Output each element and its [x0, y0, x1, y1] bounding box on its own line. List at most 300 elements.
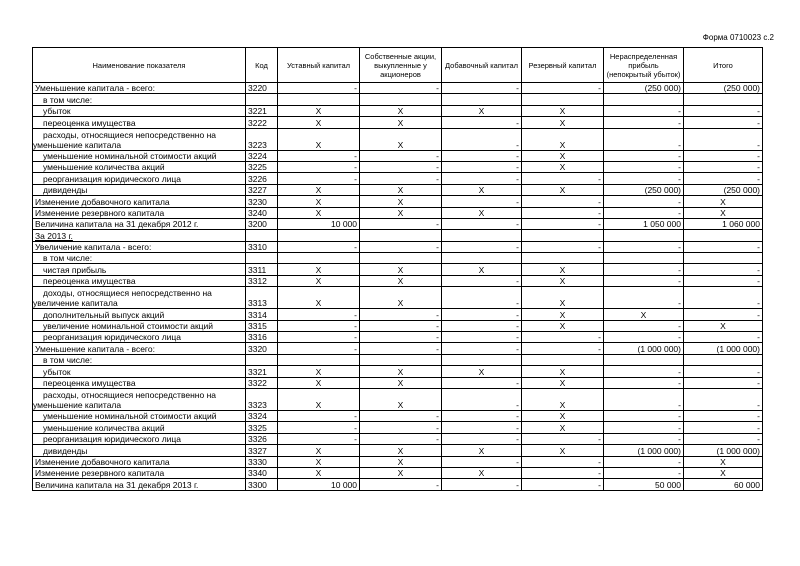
table-row	[33, 207, 763, 218]
table-row	[33, 354, 763, 365]
value-cell: -	[442, 128, 522, 150]
row-name: уменьшение количества акций	[33, 161, 246, 172]
table-row	[33, 218, 763, 229]
value-cell: X	[360, 105, 442, 116]
value-cell: -	[278, 320, 360, 331]
table-row	[33, 343, 763, 354]
value-cell: X	[278, 117, 360, 128]
table-row	[33, 479, 763, 490]
row-name: Изменение добавочного капитала	[33, 196, 246, 207]
table-row	[33, 309, 763, 320]
row-name: реорганизация юридического лица	[33, 173, 246, 184]
value-cell: -	[442, 479, 522, 490]
value-cell: -	[278, 410, 360, 421]
value-cell: X	[278, 388, 360, 410]
value-cell: X	[522, 422, 604, 433]
value-cell: X	[360, 456, 442, 467]
empty-cell	[684, 230, 763, 241]
value-cell: -	[604, 161, 684, 172]
value-cell: (1 000 000)	[604, 343, 684, 354]
value-cell: -	[360, 218, 442, 229]
row-name: увеличение номинальной стоимости акций	[33, 320, 246, 331]
row-code: 3222	[246, 117, 278, 128]
value-cell: X	[360, 287, 442, 309]
value-cell: -	[442, 173, 522, 184]
value-cell: 50 000	[604, 479, 684, 490]
value-cell: X	[442, 105, 522, 116]
row-name: уменьшение количества акций	[33, 422, 246, 433]
table-row	[33, 264, 763, 275]
row-code: 3240	[246, 207, 278, 218]
value-cell: X	[278, 445, 360, 456]
header-name: Наименование показателя	[33, 48, 246, 83]
value-cell: -	[604, 388, 684, 410]
value-cell: -	[360, 173, 442, 184]
row-code: 3327	[246, 445, 278, 456]
value-cell: -	[604, 456, 684, 467]
row-name: дивиденды	[33, 184, 246, 195]
value-cell: -	[604, 128, 684, 150]
row-code: 3312	[246, 275, 278, 286]
table-row	[33, 196, 763, 207]
value-cell	[360, 94, 442, 105]
row-code: 3225	[246, 161, 278, 172]
value-cell: -	[684, 117, 763, 128]
value-cell: X	[360, 377, 442, 388]
value-cell: -	[442, 332, 522, 343]
value-cell: X	[522, 161, 604, 172]
value-cell: X	[522, 117, 604, 128]
row-code	[246, 354, 278, 365]
value-cell: X	[278, 467, 360, 478]
value-cell: -	[684, 433, 763, 444]
value-cell: X	[442, 467, 522, 478]
row-code: 3223	[246, 128, 278, 150]
value-cell: X	[278, 366, 360, 377]
value-cell: (250 000)	[684, 184, 763, 195]
value-cell: -	[360, 479, 442, 490]
value-cell: -	[684, 309, 763, 320]
row-code: 3230	[246, 196, 278, 207]
value-cell: -	[360, 343, 442, 354]
value-cell	[360, 354, 442, 365]
table-row	[33, 445, 763, 456]
value-cell: -	[604, 433, 684, 444]
value-cell: -	[442, 241, 522, 252]
value-cell: -	[522, 467, 604, 478]
value-cell: X	[442, 445, 522, 456]
value-cell: -	[604, 173, 684, 184]
value-cell: 1 050 000	[604, 218, 684, 229]
value-cell: -	[522, 173, 604, 184]
table-row	[33, 410, 763, 421]
value-cell: X	[360, 117, 442, 128]
value-cell: -	[604, 410, 684, 421]
value-cell: (250 000)	[604, 83, 684, 94]
value-cell: -	[684, 128, 763, 150]
value-cell: X	[522, 275, 604, 286]
value-cell: X	[522, 320, 604, 331]
row-code: 3325	[246, 422, 278, 433]
row-name: Величина капитала на 31 декабря 2012 г.	[33, 218, 246, 229]
row-code: 3324	[246, 410, 278, 421]
value-cell: -	[278, 241, 360, 252]
value-cell: -	[604, 467, 684, 478]
value-cell: -	[604, 196, 684, 207]
row-code: 3315	[246, 320, 278, 331]
value-cell: -	[442, 377, 522, 388]
header-additional-capital: Добавочный капитал	[442, 48, 522, 83]
row-code	[246, 253, 278, 264]
header-charter-capital: Уставный капитал	[278, 48, 360, 83]
value-cell: -	[278, 343, 360, 354]
value-cell: -	[278, 309, 360, 320]
row-code: 3221	[246, 105, 278, 116]
value-cell	[604, 253, 684, 264]
value-cell: -	[360, 241, 442, 252]
row-name: переоценка имущества	[33, 117, 246, 128]
value-cell: -	[604, 150, 684, 161]
value-cell: -	[442, 456, 522, 467]
value-cell: -	[604, 287, 684, 309]
value-cell: -	[522, 479, 604, 490]
value-cell: X	[278, 287, 360, 309]
row-name: реорганизация юридического лица	[33, 433, 246, 444]
value-cell: -	[442, 218, 522, 229]
table-row	[33, 150, 763, 161]
value-cell: -	[442, 309, 522, 320]
value-cell	[522, 354, 604, 365]
value-cell	[684, 354, 763, 365]
row-code	[246, 94, 278, 105]
row-name: расходы, относящиеся непосредственно на уменьшение капитала	[33, 128, 246, 150]
row-name: Уменьшение капитала - всего:	[33, 343, 246, 354]
value-cell: -	[604, 264, 684, 275]
row-name: Изменение резервного капитала	[33, 207, 246, 218]
header-treasury-shares: Собственные акции, выкупленные у акционеров	[360, 48, 442, 83]
row-name: Уменьшение капитала - всего:	[33, 83, 246, 94]
row-name: доходы, относящиеся непосредственно на увеличение капитала	[33, 287, 246, 309]
value-cell: -	[278, 150, 360, 161]
row-code: 3200	[246, 218, 278, 229]
value-cell: -	[442, 287, 522, 309]
value-cell: X	[278, 456, 360, 467]
table-row	[33, 253, 763, 264]
value-cell: -	[442, 117, 522, 128]
section-cell	[33, 230, 246, 241]
row-name: переоценка имущества	[33, 377, 246, 388]
value-cell: X	[442, 264, 522, 275]
value-cell: -	[604, 117, 684, 128]
row-name: Изменение резервного капитала	[33, 467, 246, 478]
value-cell: 1 060 000	[684, 218, 763, 229]
value-cell	[604, 354, 684, 365]
value-cell: -	[522, 456, 604, 467]
row-code: 3314	[246, 309, 278, 320]
value-cell: -	[604, 366, 684, 377]
row-code: 3226	[246, 173, 278, 184]
header-row	[33, 48, 763, 83]
table-row	[33, 320, 763, 331]
empty-cell	[522, 230, 604, 241]
row-name: расходы, относящиеся непосредственно на уменьшение капитала	[33, 388, 246, 410]
empty-cell	[442, 230, 522, 241]
table-row	[33, 128, 763, 150]
value-cell: X	[360, 207, 442, 218]
value-cell: -	[684, 410, 763, 421]
value-cell: X	[684, 207, 763, 218]
value-cell: -	[360, 161, 442, 172]
value-cell: -	[684, 287, 763, 309]
value-cell: -	[684, 332, 763, 343]
value-cell	[360, 253, 442, 264]
empty-cell	[360, 230, 442, 241]
capital-changes-table	[32, 47, 763, 491]
value-cell: X	[278, 207, 360, 218]
value-cell: -	[522, 218, 604, 229]
value-cell: -	[604, 320, 684, 331]
value-cell: (1 000 000)	[604, 445, 684, 456]
value-cell	[522, 253, 604, 264]
row-code: 3321	[246, 366, 278, 377]
value-cell: -	[684, 161, 763, 172]
value-cell: -	[684, 377, 763, 388]
value-cell: -	[360, 422, 442, 433]
row-name: дополнительный выпуск акций	[33, 309, 246, 320]
value-cell: X	[360, 196, 442, 207]
value-cell	[278, 94, 360, 105]
value-cell: -	[278, 161, 360, 172]
value-cell: -	[442, 343, 522, 354]
value-cell: X	[360, 128, 442, 150]
value-cell: -	[604, 332, 684, 343]
row-code: 3322	[246, 377, 278, 388]
value-cell: (1 000 000)	[684, 343, 763, 354]
value-cell: -	[442, 410, 522, 421]
value-cell: -	[442, 388, 522, 410]
value-cell: -	[604, 207, 684, 218]
value-cell: -	[522, 332, 604, 343]
value-cell: X	[522, 410, 604, 421]
row-name: переоценка имущества	[33, 275, 246, 286]
value-cell: -	[604, 422, 684, 433]
row-name: дивиденды	[33, 445, 246, 456]
value-cell: -	[360, 320, 442, 331]
value-cell: X	[360, 264, 442, 275]
row-code: 3313	[246, 287, 278, 309]
row-code: 3227	[246, 184, 278, 195]
value-cell: X	[360, 467, 442, 478]
value-cell: -	[442, 422, 522, 433]
value-cell: -	[442, 161, 522, 172]
value-cell	[604, 94, 684, 105]
row-code: 3220	[246, 83, 278, 94]
value-cell: X	[278, 105, 360, 116]
table-row	[33, 422, 763, 433]
table-row	[33, 105, 763, 116]
row-code: 3300	[246, 479, 278, 490]
value-cell: -	[604, 377, 684, 388]
value-cell: 10 000	[278, 479, 360, 490]
row-name: Увеличение капитала - всего:	[33, 241, 246, 252]
value-cell	[278, 253, 360, 264]
value-cell: X	[360, 366, 442, 377]
value-cell: -	[684, 275, 763, 286]
value-cell: -	[278, 173, 360, 184]
row-code: 3323	[246, 388, 278, 410]
table-row	[33, 241, 763, 252]
value-cell: -	[278, 433, 360, 444]
table-row	[33, 433, 763, 444]
value-cell: X	[522, 445, 604, 456]
section-title: За 2013 г.	[35, 230, 73, 241]
empty-cell	[604, 230, 684, 241]
row-name: в том числе:	[33, 94, 246, 105]
row-name: в том числе:	[33, 253, 246, 264]
value-cell: -	[360, 83, 442, 94]
value-cell: X	[278, 128, 360, 150]
value-cell: -	[684, 105, 763, 116]
value-cell: -	[684, 366, 763, 377]
value-cell: X	[522, 366, 604, 377]
value-cell: X	[360, 445, 442, 456]
row-name: убыток	[33, 366, 246, 377]
value-cell: -	[360, 150, 442, 161]
value-cell	[684, 94, 763, 105]
row-name: реорганизация юридического лица	[33, 332, 246, 343]
row-code: 3320	[246, 343, 278, 354]
value-cell: -	[442, 83, 522, 94]
value-cell	[442, 253, 522, 264]
form-number: Форма 0710023 с.2	[702, 33, 774, 42]
value-cell: X	[522, 264, 604, 275]
value-cell	[442, 94, 522, 105]
value-cell: -	[360, 410, 442, 421]
value-cell: X	[442, 207, 522, 218]
table-row	[33, 83, 763, 94]
value-cell: -	[684, 388, 763, 410]
value-cell: -	[442, 320, 522, 331]
value-cell: -	[278, 83, 360, 94]
row-code: 3311	[246, 264, 278, 275]
row-code: 3316	[246, 332, 278, 343]
table-row	[33, 332, 763, 343]
value-cell: X	[522, 388, 604, 410]
value-cell: X	[442, 366, 522, 377]
value-cell: -	[278, 332, 360, 343]
value-cell: -	[442, 433, 522, 444]
value-cell: -	[684, 173, 763, 184]
value-cell: -	[442, 275, 522, 286]
value-cell: X	[360, 275, 442, 286]
value-cell: -	[360, 332, 442, 343]
value-cell: -	[522, 433, 604, 444]
header-retained-earnings: Нераспределенная прибыль (непокрытый убыток)	[604, 48, 684, 83]
value-cell: (1 000 000)	[684, 445, 763, 456]
header-total: Итого	[684, 48, 763, 83]
value-cell: (250 000)	[604, 184, 684, 195]
value-cell: -	[684, 422, 763, 433]
row-name: Величина капитала на 31 декабря 2013 г.	[33, 479, 246, 490]
table-row	[33, 117, 763, 128]
row-code: 3326	[246, 433, 278, 444]
value-cell: -	[278, 422, 360, 433]
value-cell: -	[522, 241, 604, 252]
value-cell: (250 000)	[684, 83, 763, 94]
table-row	[33, 287, 763, 309]
table-row	[33, 456, 763, 467]
table-row	[33, 275, 763, 286]
value-cell	[684, 253, 763, 264]
value-cell: X	[684, 196, 763, 207]
header-reserve-capital: Резервный капитал	[522, 48, 604, 83]
value-cell	[522, 94, 604, 105]
value-cell: -	[604, 105, 684, 116]
table-body	[33, 83, 763, 491]
row-code: 3310	[246, 241, 278, 252]
value-cell: X	[278, 275, 360, 286]
row-code: 3330	[246, 456, 278, 467]
header-code: Код	[246, 48, 278, 83]
value-cell: -	[684, 150, 763, 161]
value-cell: X	[278, 184, 360, 195]
table-row	[33, 388, 763, 410]
row-name: убыток	[33, 105, 246, 116]
table-row	[33, 366, 763, 377]
value-cell: -	[604, 241, 684, 252]
value-cell: X	[442, 184, 522, 195]
table-row	[33, 184, 763, 195]
value-cell: X	[278, 377, 360, 388]
value-cell: X	[604, 309, 684, 320]
table-row	[33, 230, 763, 241]
value-cell: -	[522, 207, 604, 218]
value-cell: -	[360, 309, 442, 320]
row-name: уменьшение номинальной стоимости акций	[33, 150, 246, 161]
table-row	[33, 377, 763, 388]
table-row	[33, 161, 763, 172]
value-cell: 60 000	[684, 479, 763, 490]
value-cell: X	[360, 184, 442, 195]
value-cell: X	[684, 456, 763, 467]
value-cell: -	[442, 196, 522, 207]
value-cell: X	[522, 309, 604, 320]
row-name: чистая прибыль	[33, 264, 246, 275]
row-code: 3224	[246, 150, 278, 161]
value-cell: X	[522, 184, 604, 195]
value-cell: -	[522, 343, 604, 354]
value-cell: X	[522, 150, 604, 161]
value-cell: X	[522, 105, 604, 116]
empty-cell	[246, 230, 278, 241]
value-cell: X	[278, 264, 360, 275]
row-name: Изменение добавочного капитала	[33, 456, 246, 467]
value-cell: X	[684, 467, 763, 478]
table-row	[33, 94, 763, 105]
value-cell: -	[442, 150, 522, 161]
value-cell	[442, 354, 522, 365]
value-cell: -	[684, 241, 763, 252]
value-cell: X	[522, 287, 604, 309]
value-cell: X	[522, 128, 604, 150]
value-cell: -	[522, 83, 604, 94]
value-cell	[278, 354, 360, 365]
value-cell: -	[604, 275, 684, 286]
value-cell: -	[360, 433, 442, 444]
row-name: в том числе:	[33, 354, 246, 365]
value-cell: X	[684, 320, 763, 331]
value-cell: X	[278, 196, 360, 207]
